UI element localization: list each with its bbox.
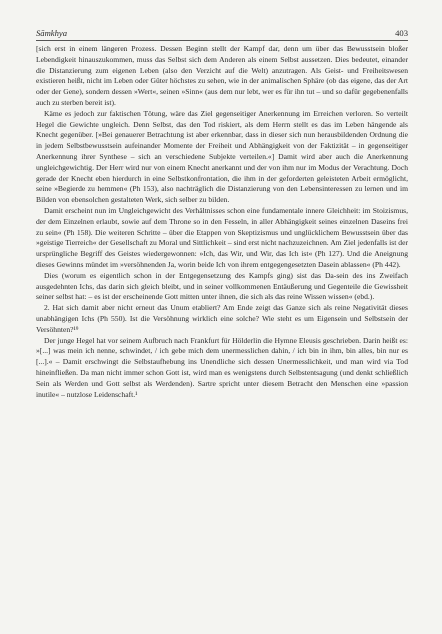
paragraph-3: Damit erscheint nun im Ungleichgewicht des Verhältnisses schon eine fundamentale innere Gleichheit: im Stoizismus, der dem Einzelnen erlaubt, sowie auf dem Throne so in den Fesseln, in aller Abhängigkeit seines einzelnen Daseins frei zu sein« (Ph 158). Die weiteren Schritte – über die Etappen von Skeptizismus und unglücklichem Bewusstsein über das »geistige Tierreich« der Gesellschaft zu Moral und Sittlichkeit – sind erst nicht nachzuzeichnen. Am Ziel jedenfalls ist der ursprüngliche Begriff des Geistes wiedergewonnen: »Ich, das Wir, und Wir, das Ich ist« (Ph 127). Und die Aneignung dieses Gewinns mündet im »versöhnenden Ja, worin beide Ich von ihrem entgegengesetzten Dasein ablassen« (Ph 442). [36, 205, 408, 269]
paragraph-2: Käme es jedoch zur faktischen Tötung, wäre das Ziel gegenseitiger Anerkennung im Erreichen verloren. So verteilt Hegel die Gewichte ungleich. Denn Selbst, das den Tod riskiert, als dem Herrn stellt es das im Leben hängende als Knecht gegenüber. [»Bei genauerer Betrachtung ist aber erkennbar, dass in dieser sich nun herausbildenden Ordnung die in jedem Selbstbewusstsein aufeinander Momente der Freiheit und Abhängigkeit von der Faktizität – in gegenseitiger Anerkennung ihrer Synthese – sich an verschiedene Subjekte verteilen.«] Damit wird aber auch die Anerkennung ungleichgewichtig. Der Herr wird nur von einem Knecht anerkannt und der von ihm nur im Modus der Verachtung. Doch gerade der Knecht eben hierdurch in eine Selbstkonfrontation, die ihm in der geforderten geleisteten Arbeit ermöglicht, seine »Begierde zu hemmen« (Ph 153), also nachträglich die Distanzierung von den Lebensinteressen zu lernen und im Bilden von ebensolchen gestalteten Werk, sich selber zu bilden. [36, 108, 408, 205]
page-number: 403 [395, 28, 408, 38]
paragraph-6: Der junge Hegel hat vor seinem Aufbruch nach Frankfurt für Hölderlin die Hymne Eleusis geschrieben. Darin heißt es: »[...] was mein ich nenne, schwindet, / ich gebe mich dem unermesslichen dahin, / ich bin in ihm, bin alles, bin nur es [...].« – Damit erschwingt die Selbstaufhebung ins Unendliche sich dessen Unermesslichkeit, und man wird via Tod hineinfließen. Da man nicht immer schon Gott ist, wird man es wenigstens durch Selbstentsagung (und denkt schließlich Sein als Werden und Gott selbst als Werdenden). Sartre spricht unter diesem Betracht den Menschen eine »passion inutile« – nutzlose Leidenschaft.¹ [36, 335, 408, 399]
paragraph-5: 2. Hat sich damit aber nicht erneut das Unum etabliert? Am Ende zeigt das Ganze sich als reine Negativität dieses unabhängigen Ichs (Ph 550). Ist die Versöhnung wirklich eine solche? Wie steht es um Eigensein und Selbstsein der Versöhnten?¹⁹ [36, 303, 408, 334]
running-title: Sāmkhya [36, 28, 68, 38]
paragraph-4: Dies (worum es eigentlich schon in der Entgegensetzung des Kampfs ging) sist das Da-sein des ins Zweifach ausgedehnten Ichs, das darin sich gleich bleibt, und in seiner vollkommenen Entäußerung und Gegenteile die Gewissheit seiner selbst hat: – es ist der erscheinende Gott mitten unter ihnen, die sich als das reine Wissen wissen« (ebd.). [36, 270, 408, 302]
running-header [36, 28, 408, 41]
paragraph-1: [sich erst in einem längeren Prozess. Dessen Beginn stellt der Kampf dar, denn um über das Bewusstsein bloßer Lebendigkeit hinauszukommen, muss das Selbst sich dem Anderen als einem Selbst aussetzen. Dies bedeutet, einander die Distanzierung zum eigenen Leben (also den Verzicht auf die Welt) anzutragen. Als Geist- und Freiheitswesen existieren heißt, nicht im Leben oder Güter höchstes zu sehen, wie in der animalischen Sphäre (ob das eigene, das der Art oder der Gene), sondern dessen »Wert«, seinen »Sinn« (aus dem nur lebt, wer es für ihn tut – und so dafür gegebenenfalls auch zu sterben bereit ist). [36, 44, 408, 107]
page-body [36, 44, 408, 400]
